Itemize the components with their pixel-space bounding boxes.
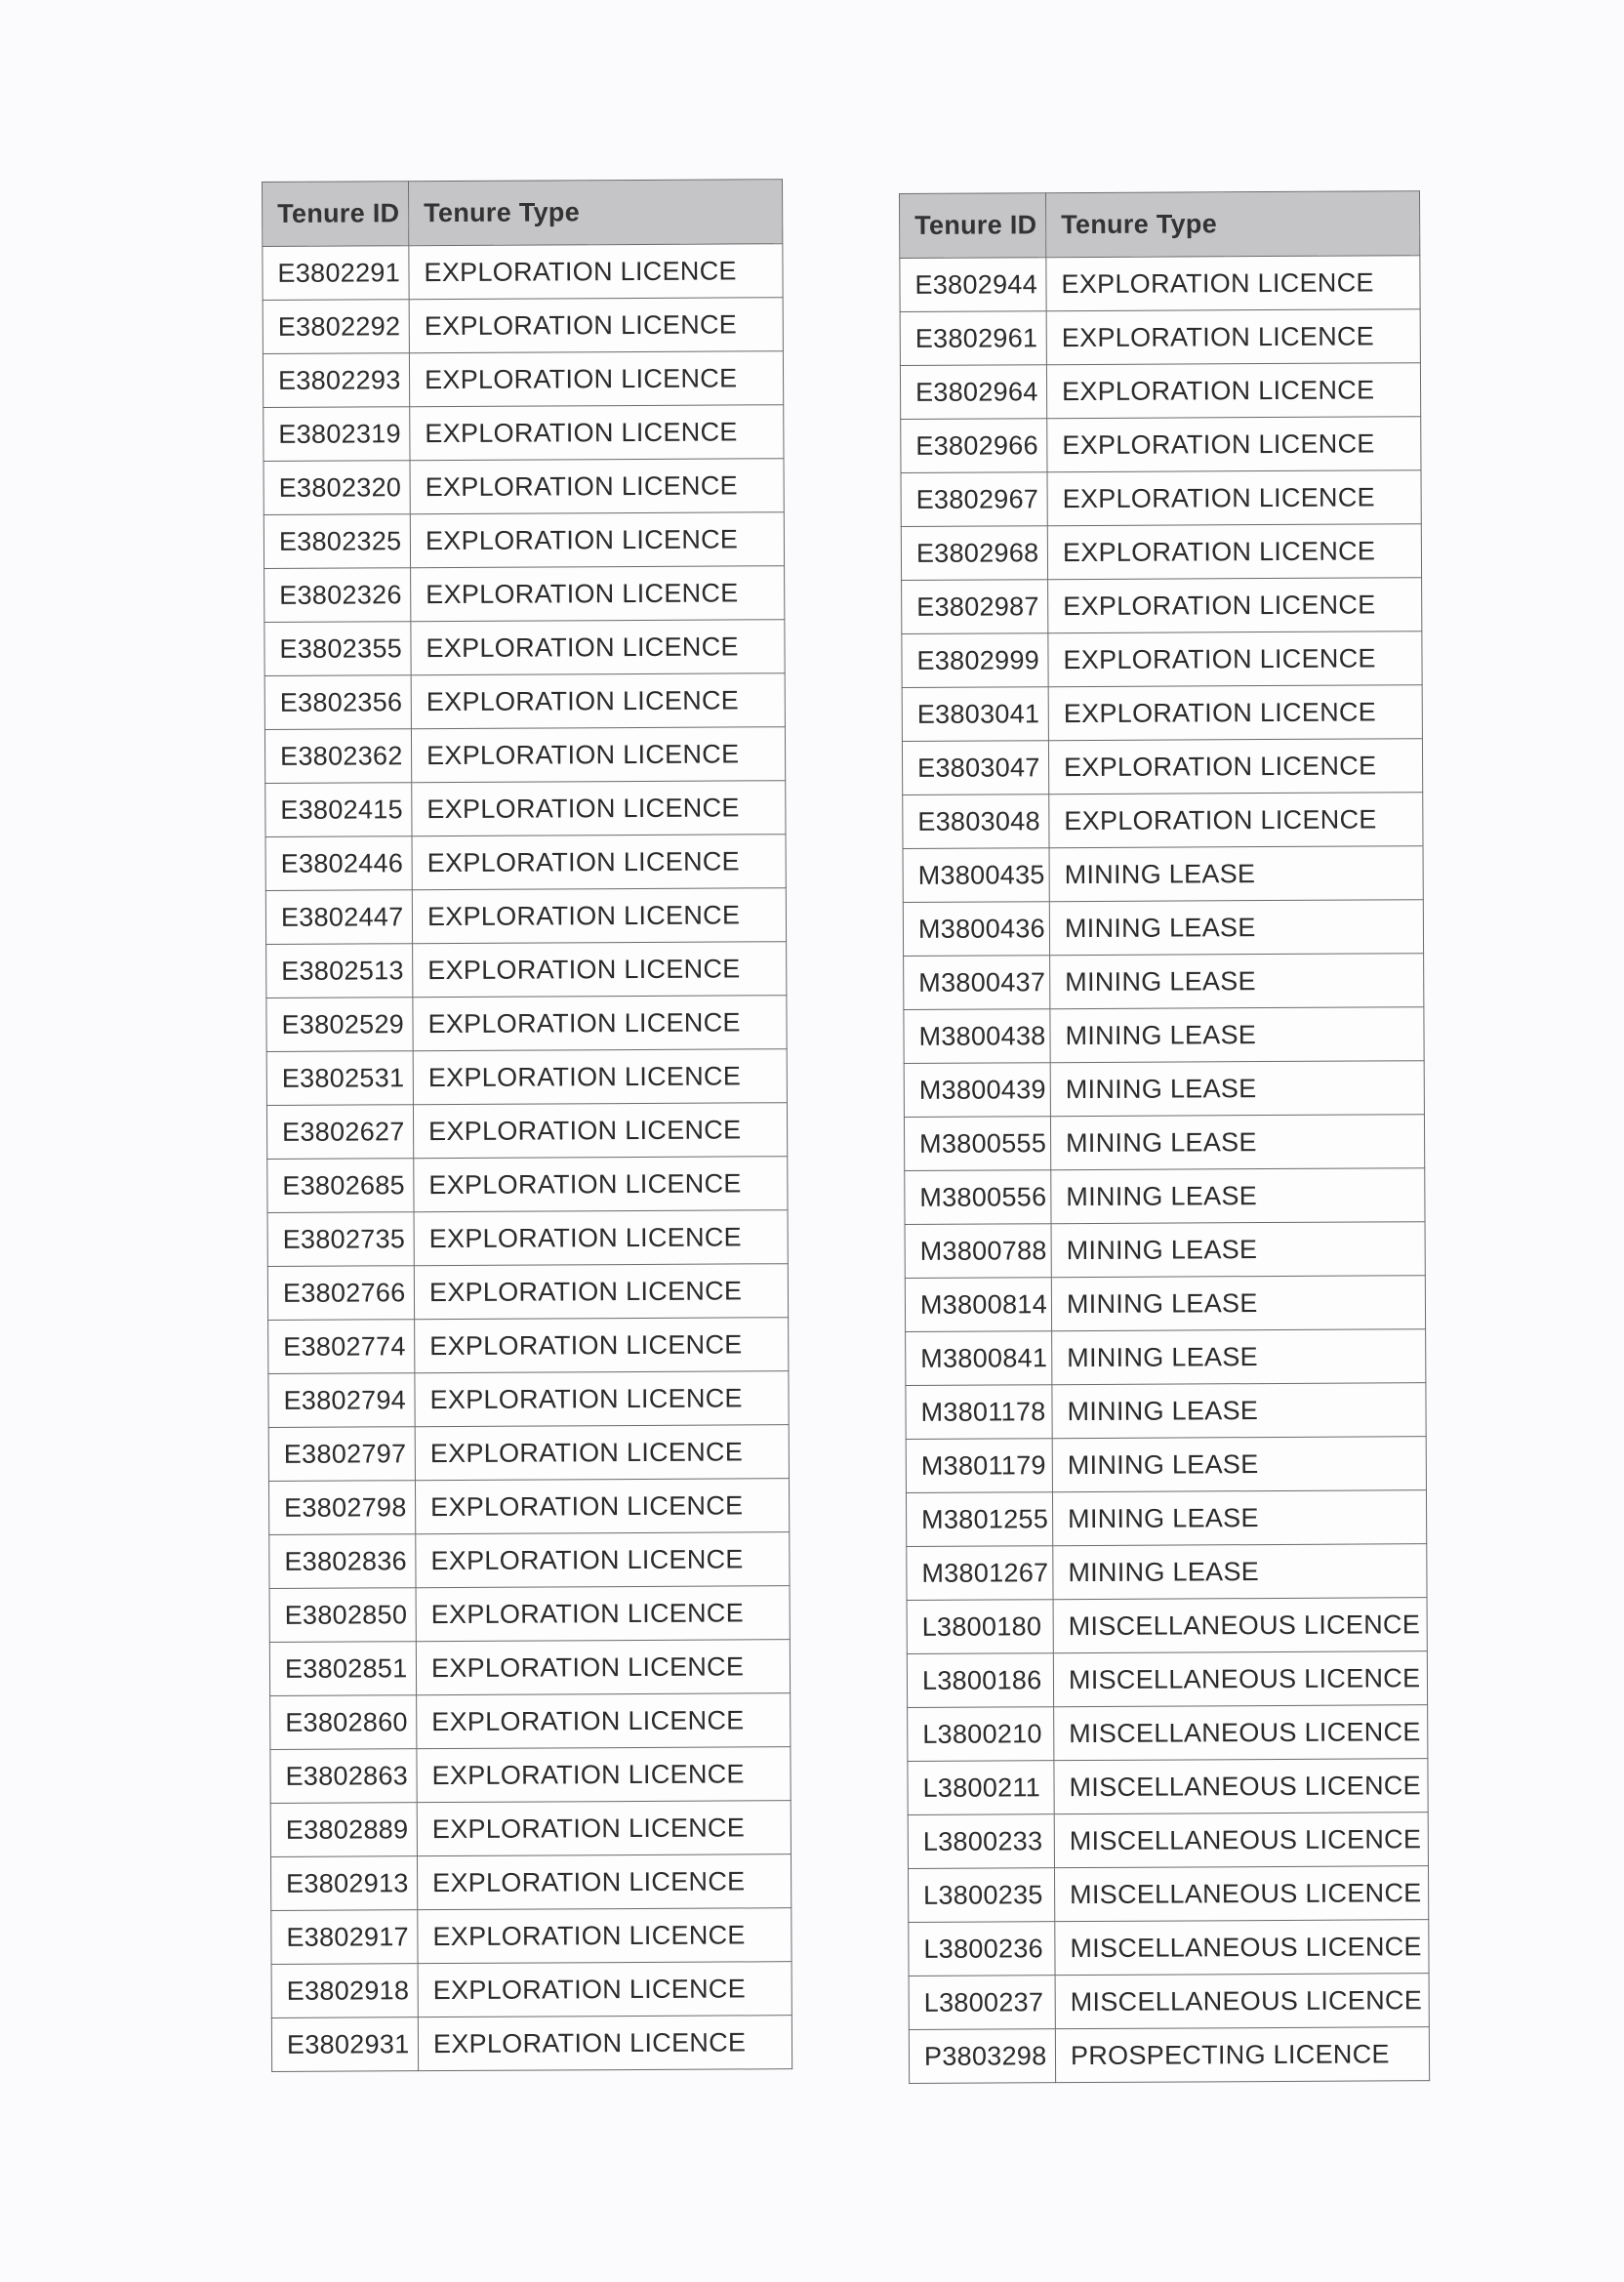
table-row — [904, 1061, 1424, 1118]
tenure-type-cell: EXPLORATION LICENCE — [409, 351, 783, 407]
tenure-type-cell: EXPLORATION LICENCE — [1049, 793, 1423, 848]
table-row — [905, 1276, 1425, 1332]
tenure-id-cell: M3800439 — [904, 1063, 1050, 1118]
tenure-id-cell: M3800788 — [905, 1224, 1051, 1279]
tenure-id-cell: E3802967 — [901, 472, 1047, 527]
table-row — [271, 1908, 792, 1965]
tenure-id-cell: E3802513 — [266, 944, 413, 998]
tenure-type-cell: EXPLORATION LICENCE — [418, 1962, 792, 2017]
table-row — [270, 1854, 791, 1911]
tenure-type-cell: MISCELLANEOUS LICENCE — [1054, 1759, 1428, 1814]
tenure-type-cell: EXPLORATION LICENCE — [417, 1854, 791, 1910]
tenure-id-cell: L3800180 — [907, 1600, 1053, 1654]
table-row — [266, 996, 787, 1052]
tenure-id-cell: M3801179 — [906, 1439, 1052, 1493]
tenure-id-cell: E3802889 — [270, 1803, 417, 1857]
tenure-id-cell: M3801267 — [907, 1546, 1053, 1601]
tenure-type-cell: EXPLORATION LICENCE — [415, 1318, 789, 1373]
table-row — [907, 1598, 1427, 1654]
tenure-id-cell: M3800841 — [906, 1331, 1052, 1386]
tenure-id-cell: E3802326 — [264, 568, 411, 623]
table-row — [264, 727, 785, 784]
table-row — [905, 1168, 1425, 1225]
table-row — [908, 1705, 1428, 1762]
table-row — [904, 1115, 1424, 1171]
tenure-id-cell: E3802774 — [268, 1320, 415, 1374]
tenure-id-cell: E3802999 — [902, 633, 1048, 688]
tenure-id-cell: L3800211 — [908, 1761, 1054, 1815]
table-row — [271, 2016, 792, 2072]
tenure-id-cell: E3802851 — [269, 1642, 416, 1696]
tenure-type-cell: EXPLORATION LICENCE — [1047, 470, 1421, 526]
tenure-id-cell: M3800438 — [904, 1009, 1050, 1064]
table-row — [265, 888, 786, 945]
tenure-id-cell: E3802850 — [269, 1588, 416, 1643]
tenure-type-cell: EXPLORATION LICENCE — [412, 888, 786, 944]
table-row — [264, 566, 785, 623]
tenure-id-cell: M3800556 — [905, 1170, 1051, 1225]
table-row — [264, 620, 785, 676]
table-row — [265, 781, 786, 837]
table-row — [909, 2027, 1429, 2084]
table-header-row — [263, 180, 783, 247]
tenure-type-cell: EXPLORATION LICENCE — [1046, 309, 1420, 365]
tenure-type-cell: EXPLORATION LICENCE — [1047, 524, 1421, 580]
tenure-type-cell: MISCELLANEOUS LICENCE — [1053, 1651, 1427, 1707]
tenure-id-cell: E3802627 — [266, 1105, 413, 1160]
header-tenure-type: Tenure Type — [409, 180, 783, 246]
tenure-type-cell: PROSPECTING LICENCE — [1055, 2027, 1429, 2083]
tenure-id-cell: E3802917 — [271, 1910, 418, 1965]
tenure-type-cell: MINING LEASE — [1053, 1544, 1427, 1600]
table-row — [268, 1371, 789, 1428]
table-row — [905, 1222, 1425, 1279]
tenure-type-cell: EXPLORATION LICENCE — [410, 512, 784, 568]
header-tenure-id: Tenure ID — [900, 193, 1046, 259]
tenure-id-cell: L3800210 — [908, 1707, 1054, 1762]
tenure-id-cell: E3802797 — [268, 1427, 415, 1482]
table-row — [270, 1801, 791, 1857]
table-row — [268, 1318, 789, 1374]
tenure-type-cell: EXPLORATION LICENCE — [411, 566, 785, 622]
tenure-type-cell: MISCELLANEOUS LICENCE — [1055, 1920, 1429, 1976]
table-row — [268, 1479, 789, 1535]
tenure-type-cell: MISCELLANEOUS LICENCE — [1054, 1866, 1428, 1922]
table-row — [268, 1425, 789, 1482]
tenure-id-cell: E3802931 — [271, 2017, 418, 2072]
tenure-id-cell: M3800814 — [905, 1278, 1051, 1332]
tenure-id-cell: L3800237 — [909, 1976, 1055, 2030]
table-row — [908, 1813, 1428, 1869]
tenure-id-cell: E3802961 — [900, 311, 1046, 366]
tenure-id-cell: E3802766 — [267, 1266, 414, 1321]
tenure-type-cell: MINING LEASE — [1052, 1490, 1426, 1546]
table-row — [266, 1049, 787, 1106]
tenure-id-cell: E3803041 — [902, 687, 1048, 742]
tenure-id-cell: E3802319 — [264, 407, 410, 462]
tenure-type-cell: EXPLORATION LICENCE — [1047, 417, 1421, 472]
tenure-id-cell: E3802355 — [264, 622, 411, 676]
tenure-type-cell: MINING LEASE — [1050, 954, 1424, 1009]
tenure-type-cell: EXPLORATION LICENCE — [414, 1210, 788, 1266]
table-row — [263, 351, 783, 408]
tenure-id-cell: M3800437 — [904, 956, 1050, 1010]
tenure-id-cell: M3801178 — [906, 1385, 1052, 1440]
tenure-id-cell: M3801255 — [906, 1492, 1052, 1547]
tenure-table-left — [262, 179, 792, 2072]
table-row — [908, 1759, 1428, 1815]
tenure-type-cell: EXPLORATION LICENCE — [416, 1586, 790, 1642]
tenure-type-cell: MINING LEASE — [1049, 900, 1423, 956]
tenure-id-cell: E3802362 — [264, 729, 411, 784]
table-row — [906, 1329, 1426, 1386]
table-row — [265, 835, 786, 891]
table-row — [271, 1962, 792, 2018]
tenure-type-cell: MISCELLANEOUS LICENCE — [1054, 1813, 1428, 1868]
table-row — [903, 793, 1423, 849]
tenure-id-cell: E3802836 — [269, 1534, 416, 1589]
table-row — [902, 739, 1422, 795]
tenure-id-cell: E3802685 — [267, 1159, 414, 1213]
tenure-id-cell: E3802446 — [265, 836, 412, 891]
tenure-type-cell: MINING LEASE — [1050, 1007, 1424, 1063]
tenure-type-cell: MINING LEASE — [1051, 1168, 1425, 1224]
tenure-id-cell: E3802794 — [268, 1373, 415, 1428]
tenure-id-cell: E3802944 — [900, 258, 1046, 312]
tenure-id-cell: E3802968 — [901, 526, 1047, 581]
table-row — [266, 1103, 787, 1160]
table-header-row — [900, 191, 1420, 259]
tenure-id-cell: M3800555 — [904, 1117, 1050, 1171]
table-row — [267, 1157, 788, 1213]
tenure-id-cell: L3800233 — [908, 1814, 1054, 1869]
tenure-id-cell: E3802356 — [264, 675, 411, 730]
tenure-id-cell: E3802798 — [268, 1481, 415, 1535]
table-row — [902, 578, 1422, 634]
tenure-id-cell: E3802292 — [263, 300, 409, 354]
table-row — [269, 1532, 790, 1589]
tenure-id-cell: E3802325 — [264, 514, 410, 569]
tenure-type-cell: EXPLORATION LICENCE — [417, 1801, 791, 1856]
tenure-id-cell: E3802415 — [265, 783, 412, 837]
table-row — [904, 954, 1424, 1010]
tenure-type-cell: EXPLORATION LICENCE — [411, 727, 785, 783]
table-row — [269, 1640, 790, 1696]
tenure-type-cell: EXPLORATION LICENCE — [1046, 256, 1420, 311]
tenure-id-cell: P3803298 — [909, 2029, 1055, 2084]
table-row — [269, 1586, 790, 1643]
table-row — [263, 244, 783, 301]
tenure-id-cell: E3802293 — [263, 353, 409, 408]
tenure-type-cell: EXPLORATION LICENCE — [1046, 363, 1420, 419]
tenure-id-cell: E3802987 — [902, 580, 1048, 634]
tenure-type-cell: EXPLORATION LICENCE — [412, 781, 786, 836]
tenure-type-cell: EXPLORATION LICENCE — [415, 1371, 789, 1427]
tenure-id-cell: E3802860 — [270, 1695, 417, 1750]
header-tenure-type: Tenure Type — [1046, 191, 1420, 258]
tenure-type-cell: MINING LEASE — [1050, 1115, 1424, 1170]
table-row — [906, 1437, 1426, 1493]
table-row — [901, 524, 1421, 581]
tenure-id-cell: L3800235 — [908, 1868, 1054, 1923]
tenure-type-cell: MINING LEASE — [1052, 1383, 1426, 1439]
table-row — [907, 1544, 1427, 1601]
tenure-type-cell: EXPLORATION LICENCE — [418, 1908, 792, 1964]
table-row — [908, 1866, 1428, 1923]
tenure-type-cell: EXPLORATION LICENCE — [415, 1425, 789, 1481]
tenure-id-cell: M3800435 — [903, 848, 1049, 903]
tenure-id-cell: E3802529 — [266, 998, 413, 1052]
tenure-id-cell: E3802447 — [265, 890, 412, 945]
tenure-type-cell: EXPLORATION LICENCE — [413, 996, 787, 1051]
tenure-type-cell: EXPLORATION LICENCE — [413, 942, 787, 998]
tenure-type-cell: EXPLORATION LICENCE — [1048, 578, 1422, 633]
table-row — [267, 1210, 788, 1267]
tenure-id-cell: L3800236 — [909, 1922, 1055, 1976]
tenure-type-cell: MINING LEASE — [1051, 1276, 1425, 1331]
table-row — [270, 1747, 791, 1804]
table-row — [900, 256, 1420, 312]
tenure-type-cell: EXPLORATION LICENCE — [1048, 632, 1422, 687]
tenure-type-cell: MINING LEASE — [1050, 1061, 1424, 1117]
tenure-type-cell: MINING LEASE — [1051, 1222, 1425, 1278]
tenure-type-cell: EXPLORATION LICENCE — [410, 405, 784, 461]
tenure-type-cell: MINING LEASE — [1052, 1437, 1426, 1492]
tenure-id-cell: E3802863 — [270, 1749, 417, 1804]
tenure-type-cell: EXPLORATION LICENCE — [414, 1157, 788, 1212]
table-row — [906, 1490, 1426, 1547]
tenure-type-cell: EXPLORATION LICENCE — [418, 2016, 792, 2071]
tenure-type-cell: MINING LEASE — [1049, 846, 1423, 902]
table-row — [263, 298, 783, 354]
tenure-type-cell: MISCELLANEOUS LICENCE — [1055, 1974, 1429, 2029]
table-row — [909, 1920, 1429, 1976]
table-row — [902, 632, 1422, 688]
table-row — [270, 1693, 791, 1750]
tenure-id-cell: E3802291 — [263, 246, 409, 301]
tenure-type-cell: MISCELLANEOUS LICENCE — [1053, 1598, 1427, 1653]
tenure-type-cell: EXPLORATION LICENCE — [413, 1103, 787, 1159]
table-row — [264, 459, 784, 515]
tenure-id-cell: E3802735 — [267, 1212, 414, 1267]
table-row — [266, 942, 787, 998]
table-row — [264, 673, 785, 730]
tenure-id-cell: E3802320 — [264, 461, 410, 515]
tenure-id-cell: E3803047 — [902, 741, 1048, 795]
table-row — [903, 846, 1423, 903]
table-row — [909, 1974, 1429, 2030]
tenure-type-cell: EXPLORATION LICENCE — [411, 673, 785, 729]
tenure-type-cell: EXPLORATION LICENCE — [409, 298, 783, 353]
tenure-type-cell: EXPLORATION LICENCE — [417, 1747, 791, 1803]
tenure-id-cell: E3802966 — [901, 419, 1047, 473]
table-row — [264, 405, 784, 462]
table-row — [901, 470, 1421, 527]
tenure-id-cell: E3802913 — [270, 1856, 417, 1911]
table-row — [267, 1264, 788, 1321]
tenure-type-cell: MISCELLANEOUS LICENCE — [1054, 1705, 1428, 1761]
tenure-id-cell: E3802964 — [900, 365, 1046, 420]
table-row — [901, 417, 1421, 473]
tenure-type-cell: EXPLORATION LICENCE — [1048, 739, 1422, 795]
tenure-type-cell: EXPLORATION LICENCE — [1048, 685, 1422, 741]
tenure-type-cell: EXPLORATION LICENCE — [412, 835, 786, 890]
tenure-type-cell: EXPLORATION LICENCE — [415, 1479, 789, 1534]
table-row — [264, 512, 784, 569]
tenure-type-cell: MINING LEASE — [1052, 1329, 1426, 1385]
table-row — [904, 1007, 1424, 1064]
table-row — [900, 309, 1420, 366]
table-row — [907, 1651, 1427, 1708]
tenure-type-cell: EXPLORATION LICENCE — [409, 244, 783, 300]
tenure-id-cell: L3800186 — [907, 1653, 1053, 1708]
tenure-type-cell: EXPLORATION LICENCE — [416, 1640, 790, 1695]
tenure-type-cell: EXPLORATION LICENCE — [414, 1264, 788, 1320]
tenure-type-cell: EXPLORATION LICENCE — [413, 1049, 787, 1105]
tenure-id-cell: E3803048 — [903, 795, 1049, 849]
table-row — [900, 363, 1420, 420]
header-tenure-id: Tenure ID — [263, 182, 409, 247]
tenure-id-cell: E3802531 — [266, 1051, 413, 1106]
tenure-type-cell: EXPLORATION LICENCE — [410, 459, 784, 514]
table-row — [906, 1383, 1426, 1440]
table-row — [903, 900, 1423, 957]
tenure-type-cell: EXPLORATION LICENCE — [416, 1532, 790, 1588]
tenure-table-right — [899, 190, 1430, 2084]
tenure-type-cell: EXPLORATION LICENCE — [417, 1693, 791, 1749]
tenure-type-cell: EXPLORATION LICENCE — [411, 620, 785, 675]
tenure-id-cell: M3800436 — [903, 902, 1049, 957]
tenure-id-cell: E3802918 — [271, 1964, 418, 2018]
table-row — [902, 685, 1422, 742]
